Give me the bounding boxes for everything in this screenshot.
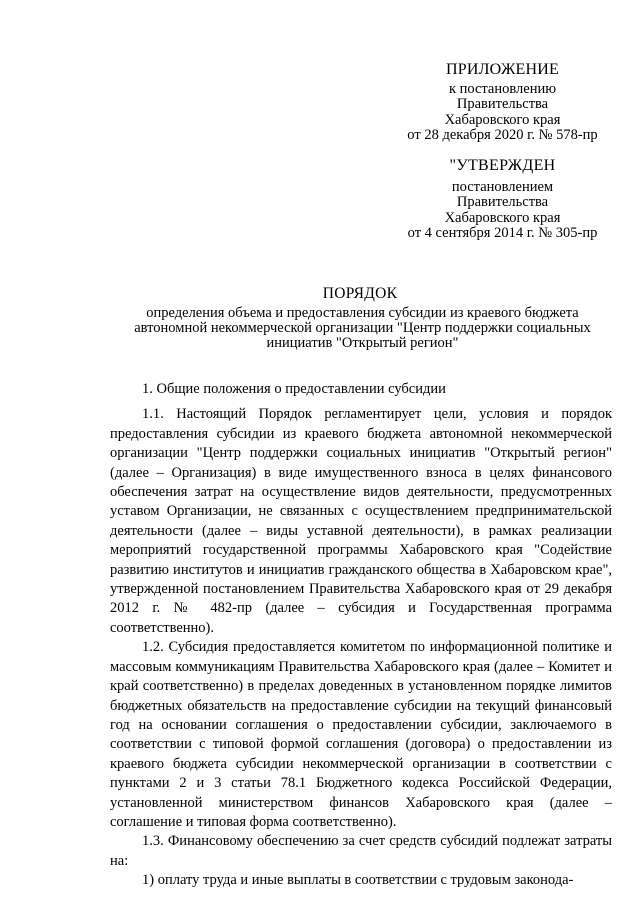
paragraph: 1.2. Субсидия предоставляется комитетом по информационной политике и массовым коммуникациям Правительства Хабаровского края (далее – Комитет и край соответственно) в пределах доведенных в установленном порядке лимитов бюджетных обязательств на предоставление субсидии на текущий финансовый год на основании соглашения о предоставлении субсидии, заключаемого в соответствии с типовой формой соглашения (договора) о предоставлении из краевого бюджета субсидии некоммерческой организации в соответствии с пунктами 2 и 3 статьи 78.1 Бюджетного кодекса Российской Федерации, установленной министерством финансов Хабаровского края (далее – соглашение и типовая форма соответственно). [110, 639, 612, 830]
approval-line: Хабаровского края [444, 209, 561, 226]
document-body [110, 380, 612, 891]
approval-line: от 4 сентября 2014 г. № 305-пр [407, 225, 598, 241]
appendix-line: от 28 декабря 2020 г. № 578-пр [407, 127, 598, 143]
appendix-heading: ПРИЛОЖЕНИЕ [445, 61, 559, 78]
appendix-line: Хабаровского края [444, 111, 561, 128]
approval-heading: "УТВЕРЖДЕН [449, 157, 556, 174]
approval-line: постановлением [451, 178, 554, 195]
appendix-line: Правительства [456, 96, 549, 112]
appendix-block [395, 62, 610, 144]
approval-block [395, 158, 610, 242]
paragraph: 1.1. Настоящий Порядок регламентирует цели, условия и порядок предоставления субсидии из краевого бюджета автономной некоммерческой организации "Центр поддержки социальных инициатив "Открытый регион" (далее – Организация) в виде имущественного взноса в целях финансового обеспечения затрат на осуществление видов деятельности, предусмотренных уставом Организации, не связанных с осуществлением предпринимательской деятельности (далее – виды уставной деятельности), в рамках реализации мероприятий государственной программы Хабаровского края "Содействие развитию институтов и инициатив гражданского общества в Хабаровском крае", утвержденной постановлением Правительства Хабаровского края от 29 декабря 2012 г. № 482-пр (далее – субсидия и Государственная программа соответственно). [110, 406, 612, 636]
document-subtitle: определения объема и предоставления субсидии из краевого бюджета автономной некоммерческой организации "Центр поддержки социальных инициатив "Открытый регион" [134, 305, 591, 351]
appendix-line: к постановлению [448, 80, 557, 97]
document-title: ПОРЯДОК [322, 285, 398, 302]
paragraph: 1) оплату труда и иные выплаты в соответствии с трудовым законода- [142, 872, 574, 889]
section-heading: 1. Общие положения о предоставлении субсидии [142, 381, 446, 397]
paragraph: 1.3. Финансовому обеспечению за счет средств субсидий подлежат затраты на: [110, 833, 612, 869]
approval-line: Правительства [456, 194, 549, 210]
